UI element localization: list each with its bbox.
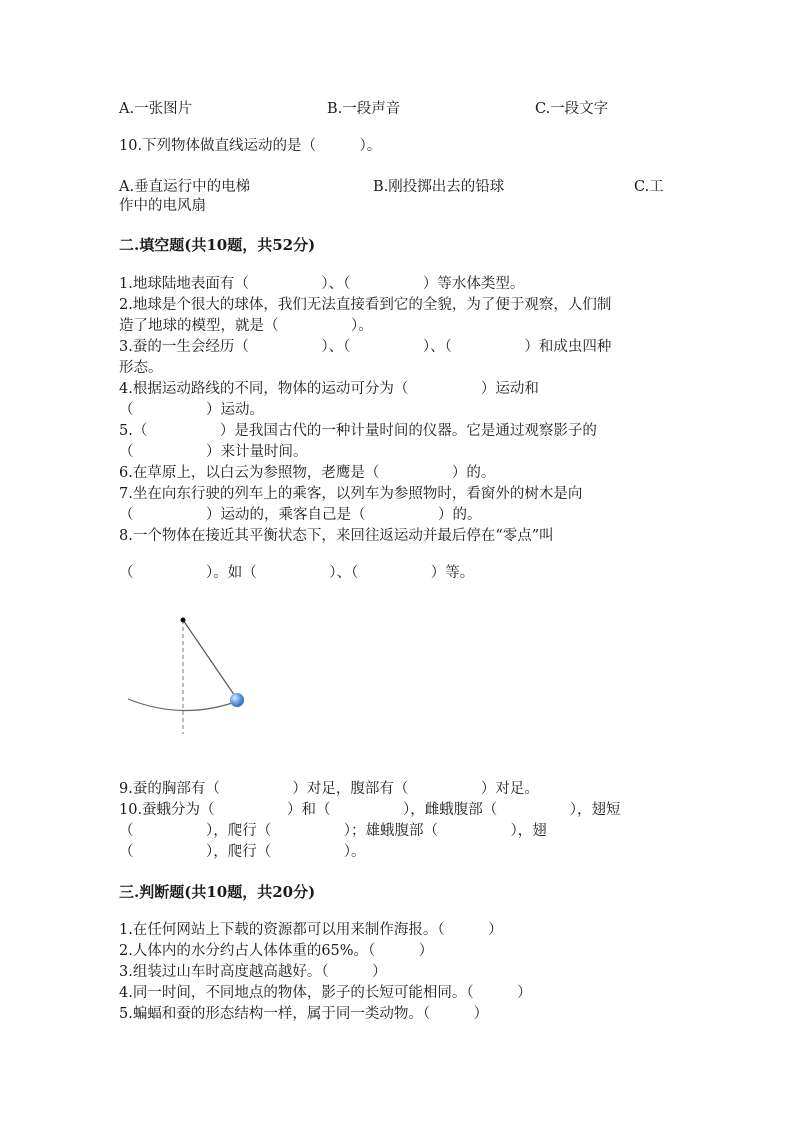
s3-line: 2.人体内的水分约占人体体重的65%。（ ） xyxy=(119,943,434,959)
s2-line: （ ），爬行（ ）；雄蛾腹部（ ），翅 xyxy=(119,823,547,839)
pendulum-figure xyxy=(120,608,260,738)
s2-line: 4.根据运动路线的不同，物体的运动可分为（ ）运动和 xyxy=(119,381,539,397)
s2-line: 7.坐在向东行驶的列车上的乘客，以列车为参照物时，看窗外的树木是向 xyxy=(119,486,583,502)
section-2-title: 二.填空题(共10题，共52分) xyxy=(119,236,316,254)
pendulum-bob xyxy=(230,693,244,707)
q10-option-b: B.刚投掷出去的铅球 xyxy=(373,179,505,195)
q10-option-c-wrap: 作中的电风扇 xyxy=(119,198,206,214)
s2-line: 造了地球的模型，就是（ ）。 xyxy=(119,318,373,334)
s2-line: 3.蚕的一生会经历（ ）、（ ）、（ ）和成虫四种 xyxy=(119,339,612,355)
s3-line: 3.组装过山车时高度越高越好。（ ） xyxy=(119,964,387,980)
s2-line: （ ）运动的，乘客自己是（ ）的。 xyxy=(119,507,482,523)
s2-line: 8.一个物体在接近其平衡状态下，来回往返运动并最后停在“零点”叫 xyxy=(119,528,554,544)
s2-line: 1.地球陆地表面有（ ）、（ ）等水体类型。 xyxy=(119,276,525,292)
q10-option-a: A.垂直运行中的电梯 xyxy=(119,179,251,195)
q10-stem: 10.下列物体做直线运动的是（ ）。 xyxy=(119,138,382,154)
q9-option-c: C.一段文字 xyxy=(535,101,609,117)
s2-line: （ ）运动。 xyxy=(119,402,264,418)
s2-line: 6.在草原上，以白云为参照物，老鹰是（ ）的。 xyxy=(119,465,496,481)
q8-answer-line: （ ）。如（ ）、（ ）等。 xyxy=(119,565,475,581)
s2-line: （ ）来计量时间。 xyxy=(119,444,308,460)
s2-line: 2.地球是个很大的球体，我们无法直接看到它的全貌，为了便于观察，人们制 xyxy=(119,297,612,313)
pendulum-string xyxy=(183,620,237,699)
s2-line: 10.蚕蛾分为（ ）和（ ），雌蛾腹部（ ），翅短 xyxy=(119,802,621,818)
q9-option-b: B.一段声音 xyxy=(327,101,401,117)
pivot-point xyxy=(181,618,186,623)
s2-line: （ ），爬行（ ）。 xyxy=(119,844,366,860)
s2-line: 9.蚕的胸部有（ ）对足，腹部有（ ）对足。 xyxy=(119,781,539,797)
s3-line: 5.蝙蝠和蚕的形态结构一样，属于同一类动物。（ ） xyxy=(119,1006,489,1022)
s3-line: 4.同一时间，不同地点的物体，影子的长短可能相同。（ ） xyxy=(119,985,532,1001)
s3-line: 1.在任何网站上下载的资源都可以用来制作海报。（ ） xyxy=(119,922,503,938)
q9-option-a: A.一张图片 xyxy=(119,101,193,117)
section-3-title: 三.判断题(共10题，共20分) xyxy=(119,883,316,901)
s2-line: 5.（ ）是我国古代的一种计量时间的仪器。它是通过观察影子的 xyxy=(119,423,597,439)
q10-option-c: C.工 xyxy=(634,179,664,195)
s2-line: 形态。 xyxy=(119,360,163,376)
